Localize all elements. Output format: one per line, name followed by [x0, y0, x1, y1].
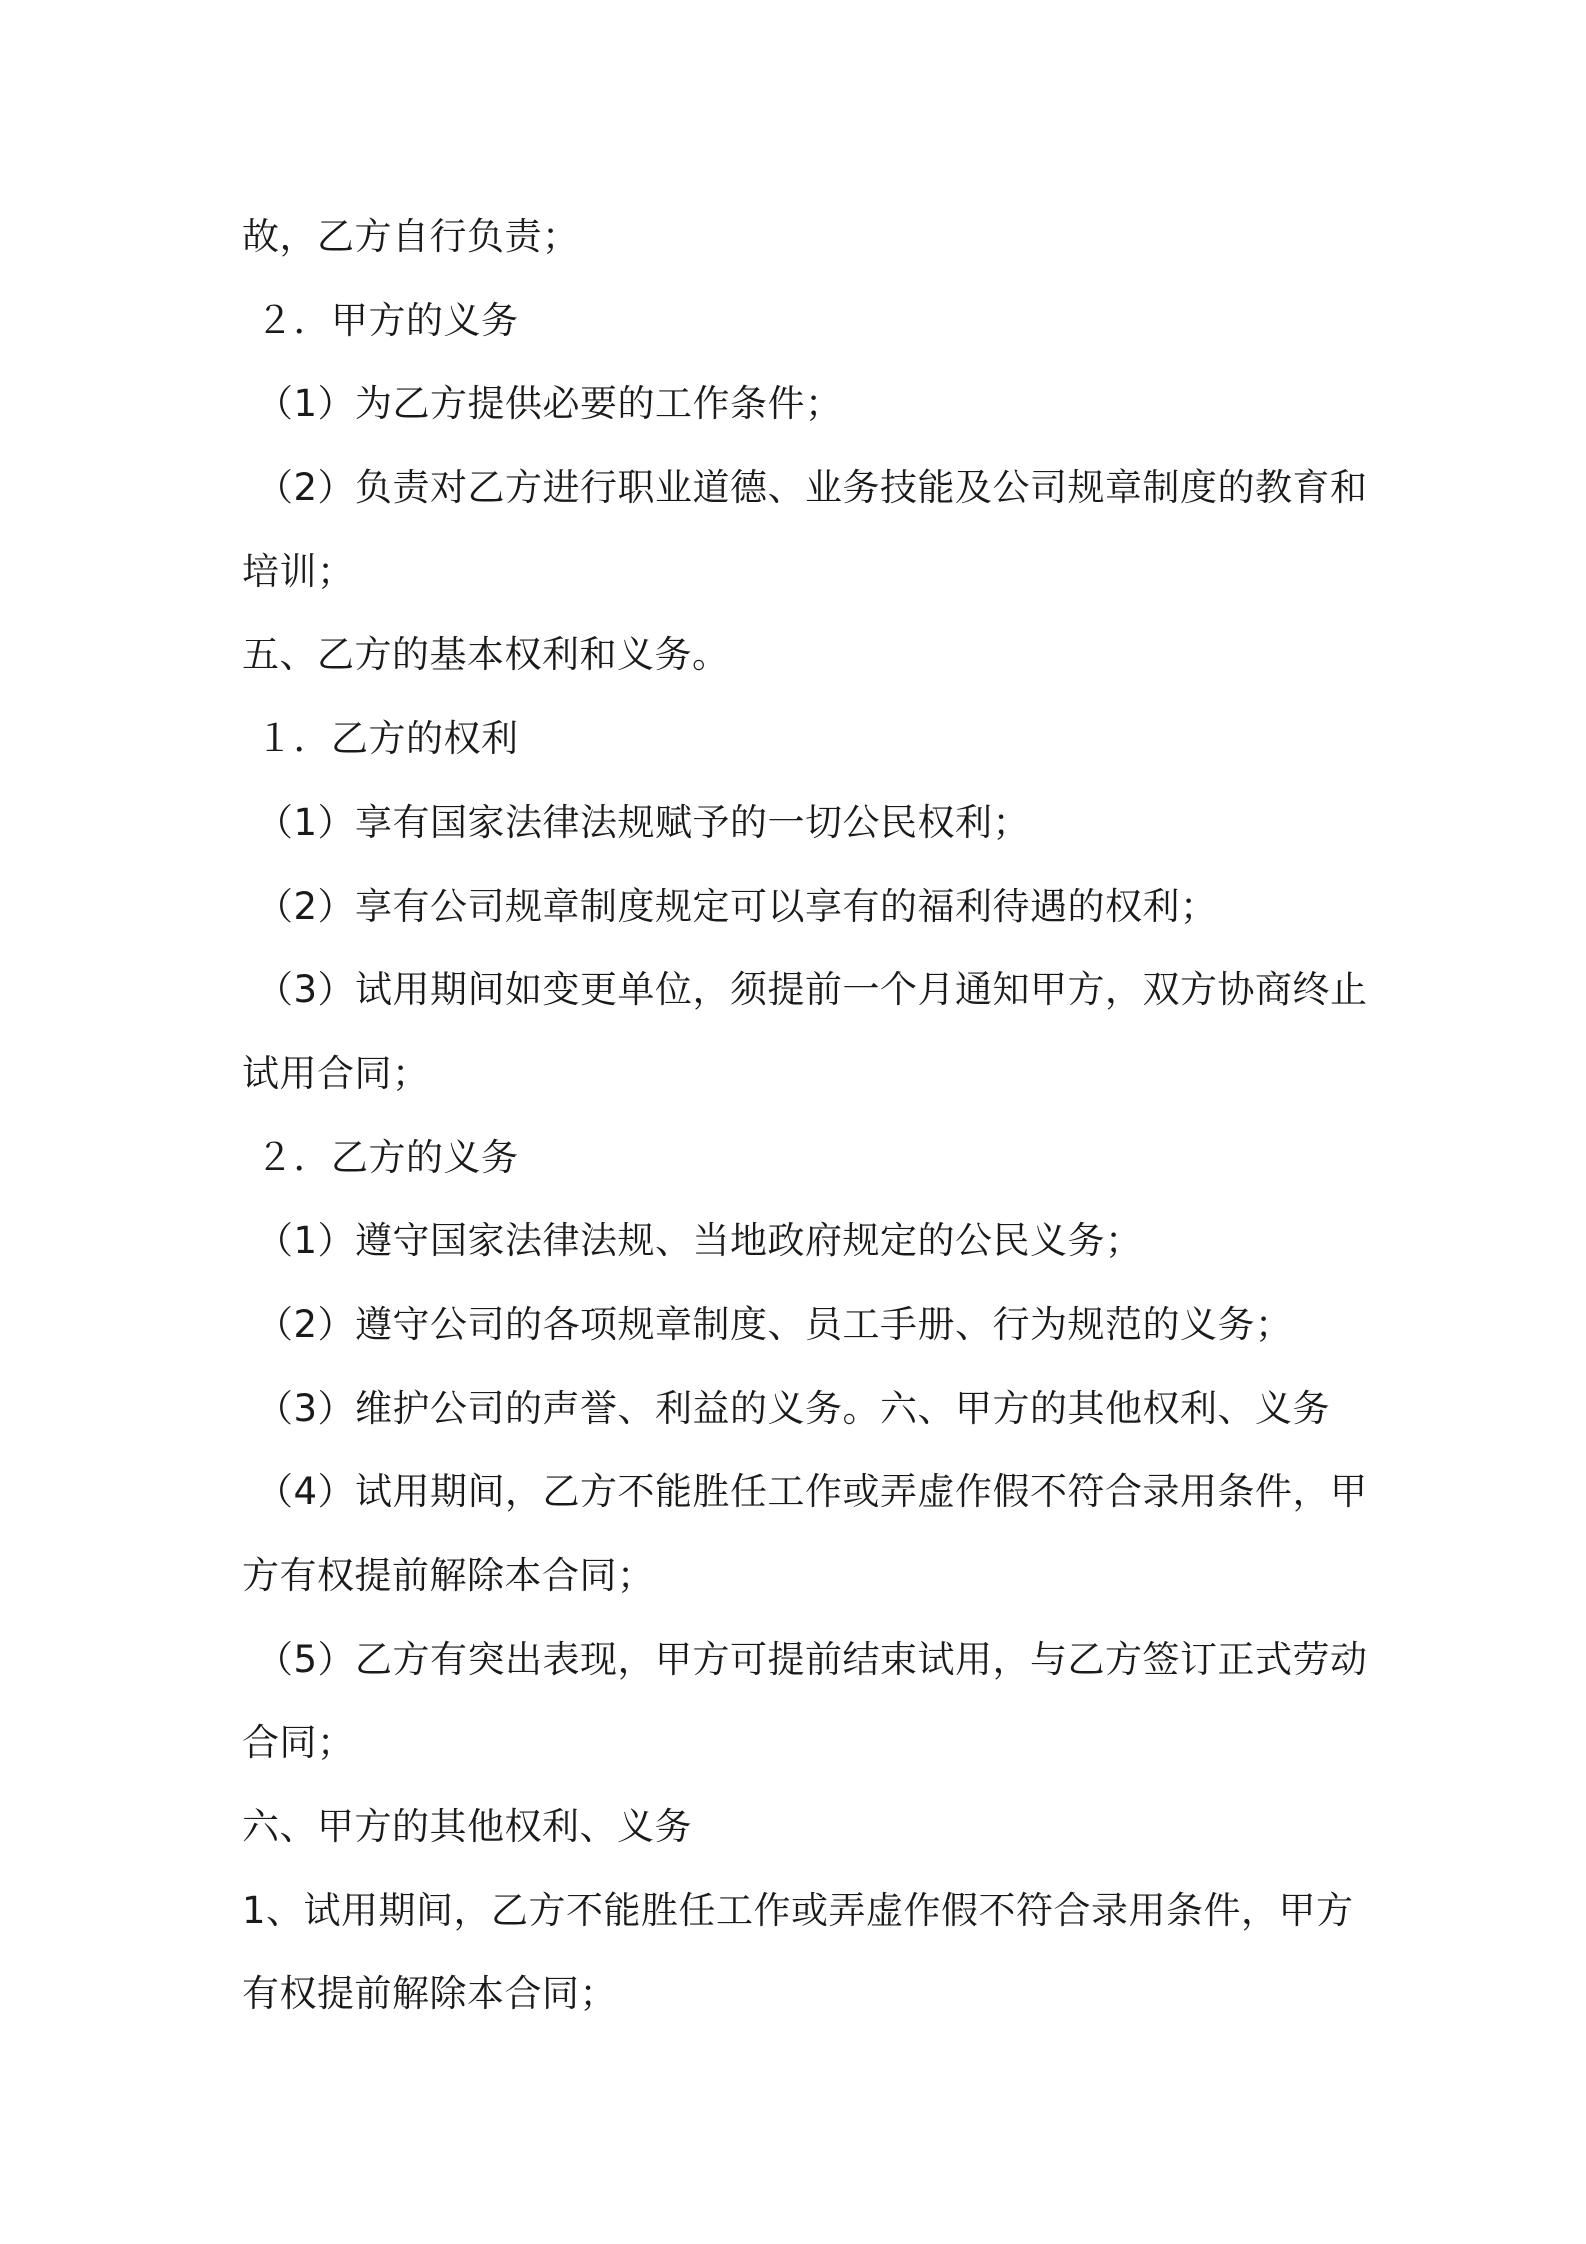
document-body [242, 195, 1368, 2036]
subsection-heading-2: ２．乙方的义务 [256, 1135, 519, 1179]
list-item-1: （1）享有国家法律法规赋予的一切公民权利； [256, 800, 1031, 844]
section-heading-2: ２．甲方的义务 [256, 298, 519, 342]
subsection-heading-1: １．乙方的权利 [256, 717, 519, 761]
list-item-3-continuation: 试用合同； [242, 1051, 430, 1095]
list-item-4-continuation: 方有权提前解除本合同； [242, 1554, 655, 1597]
list-item-3: （3）维护公司的声誉、利益的义务。六、甲方的其他权利、义务 [256, 1386, 1331, 1430]
list-item-2-continuation: 培训； [242, 549, 355, 593]
numbered-item-1-continuation: 有权提前解除本合同； [242, 1972, 617, 2016]
list-item-2: （2）遵守公司的各项规章制度、员工手册、行为规范的义务； [256, 1302, 1293, 1346]
list-item-4: （4）试用期间，乙方不能胜任工作或弄虚作假不符合录用条件，甲 [256, 1470, 1368, 1514]
list-item-5: （5）乙方有突出表现，甲方可提前结束试用，与乙方签订正式劳动 [256, 1637, 1368, 1681]
numbered-item-1: 1、试用期间，乙方不能胜任工作或弄虚作假不符合录用条件，甲方 [242, 1888, 1354, 1932]
section-heading-5: 五、乙方的基本权利和义务。 [242, 633, 730, 677]
list-item-3: （3）试用期间如变更单位，须提前一个月通知甲方，双方协商终止 [256, 968, 1368, 1012]
list-item-2: （2）负责对乙方进行职业道德、业务技能及公司规章制度的教育和 [256, 466, 1368, 510]
list-item-1: （1）遵守国家法律法规、当地政府规定的公民义务； [256, 1219, 1143, 1263]
text-line-continuation: 故，乙方自行负责； [242, 215, 580, 258]
list-item-2: （2）享有公司规章制度规定可以享有的福利待遇的权利； [256, 884, 1218, 928]
list-item-5-continuation: 合同； [242, 1721, 355, 1765]
section-heading-6: 六、甲方的其他权利、义务 [242, 1805, 692, 1849]
list-item-1: （1）为乙方提供必要的工作条件； [256, 382, 843, 426]
